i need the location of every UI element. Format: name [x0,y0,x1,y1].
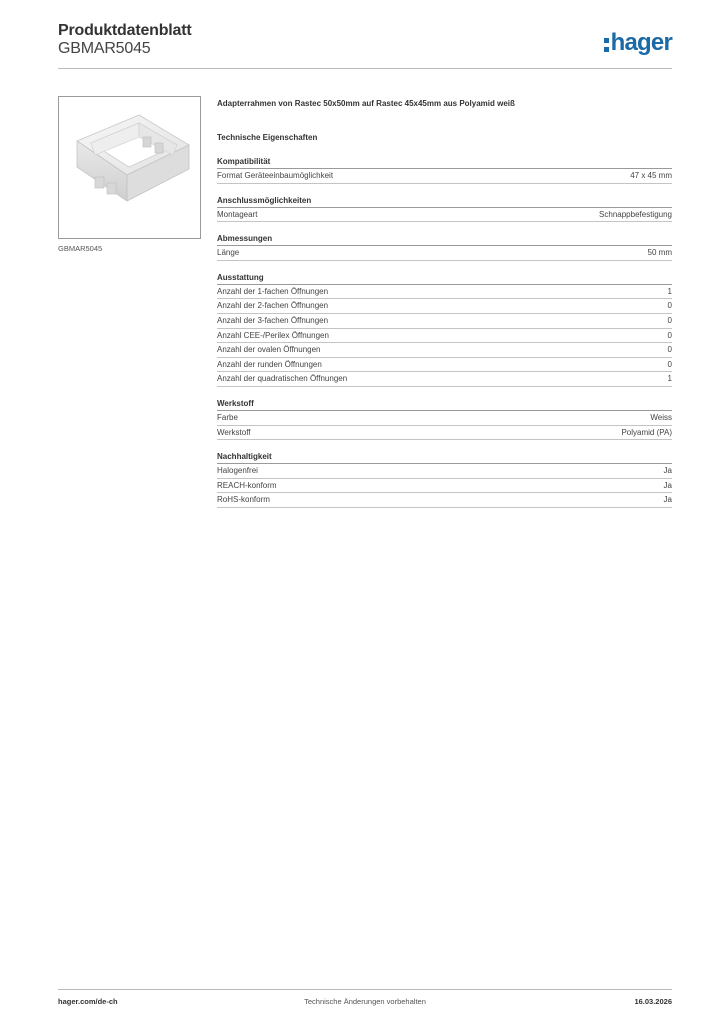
row-value: Ja [663,466,672,476]
row-label: Werkstoff [217,427,251,437]
row-label: Halogenfrei [217,466,258,476]
product-image [58,96,201,239]
row-value: Schnappbefestigung [599,209,672,219]
section-connection-options [217,194,672,223]
row-value: 1 [667,374,672,384]
section-title: Abmessungen [217,232,672,246]
table-row [217,372,672,387]
footer-disclaimer: Technische Änderungen vorbehalten [304,997,426,1006]
row-label: RoHS-konform [217,495,270,505]
section-title: Anschlussmöglichkeiten [217,194,672,208]
row-value: 47 x 45 mm [630,171,672,180]
section-title: Werkstoff [217,397,672,411]
product-description: Adapterrahmen von Rastec 50x50mm auf Rastec 45x45mm aus Polyamid weiß [217,99,515,108]
table-row [217,493,672,508]
document-title: Produktdatenblatt [58,22,192,39]
row-label: Farbe [217,412,238,422]
row-label: Länge [217,248,240,258]
section-title: Kompatibilität [217,155,672,169]
footer-website-link[interactable]: hager.com/de-ch [58,997,118,1006]
row-label: Anzahl der ovalen Öffnungen [217,345,321,355]
row-value: Polyamid (PA) [621,427,672,437]
product-details [217,97,672,508]
row-value: 1 [667,286,672,296]
table-row [217,426,672,441]
row-value: 50 mm [647,248,672,258]
row-label: Anzahl der 2-fachen Öffnungen [217,301,329,311]
table-row [217,329,672,344]
header-divider [58,68,672,69]
table-row [217,411,672,426]
row-value: 0 [667,301,672,311]
row-label: Anzahl der 3-fachen Öffnungen [217,315,329,325]
image-caption: GBMAR5045 [58,244,103,253]
row-value: 0 [667,330,672,340]
row-value: 0 [667,359,672,369]
page-header [58,20,672,70]
section-equipment [217,271,672,387]
section-dimensions [217,232,672,261]
logo-colon-icon [604,38,609,52]
technical-properties-heading: Technische Eigenschaften [217,133,318,142]
table-row [217,208,672,223]
section-title: Ausstattung [217,271,672,285]
page-footer [58,997,672,1009]
row-label: Format Geräteeinbaumöglichkeit [217,171,334,180]
table-row [217,285,672,300]
adapter-frame-product-photo-icon [59,97,200,238]
row-label: Anzahl der 1-fachen Öffnungen [217,286,329,296]
section-title: Nachhaltigkeit [217,450,672,464]
section-sustainability [217,450,672,508]
logo-wordmark: hager [610,29,672,56]
row-value: Ja [663,495,672,505]
row-value: Weiss [650,412,672,422]
table-row [217,314,672,329]
footer-date: 16.03.2026 [634,997,672,1006]
table-row [217,246,672,261]
section-compatibility [217,155,672,184]
row-label: Anzahl der quadratischen Öffnungen [217,374,348,384]
row-label: Anzahl der runden Öffnungen [217,359,322,369]
table-row [217,464,672,479]
section-material [217,397,672,440]
article-number: GBMAR5045 [58,40,151,57]
row-value: 0 [667,345,672,355]
row-label: Montageart [217,209,258,219]
row-label: REACH-konform [217,480,277,490]
row-label: Anzahl CEE-/Perilex Öffnungen [217,330,329,340]
hager-logo [604,28,672,58]
table-row [217,343,672,358]
table-row [217,169,672,184]
table-row [217,358,672,373]
table-row [217,479,672,494]
footer-divider [58,989,672,990]
row-value: 0 [667,315,672,325]
row-value: Ja [663,480,672,490]
table-row [217,299,672,314]
